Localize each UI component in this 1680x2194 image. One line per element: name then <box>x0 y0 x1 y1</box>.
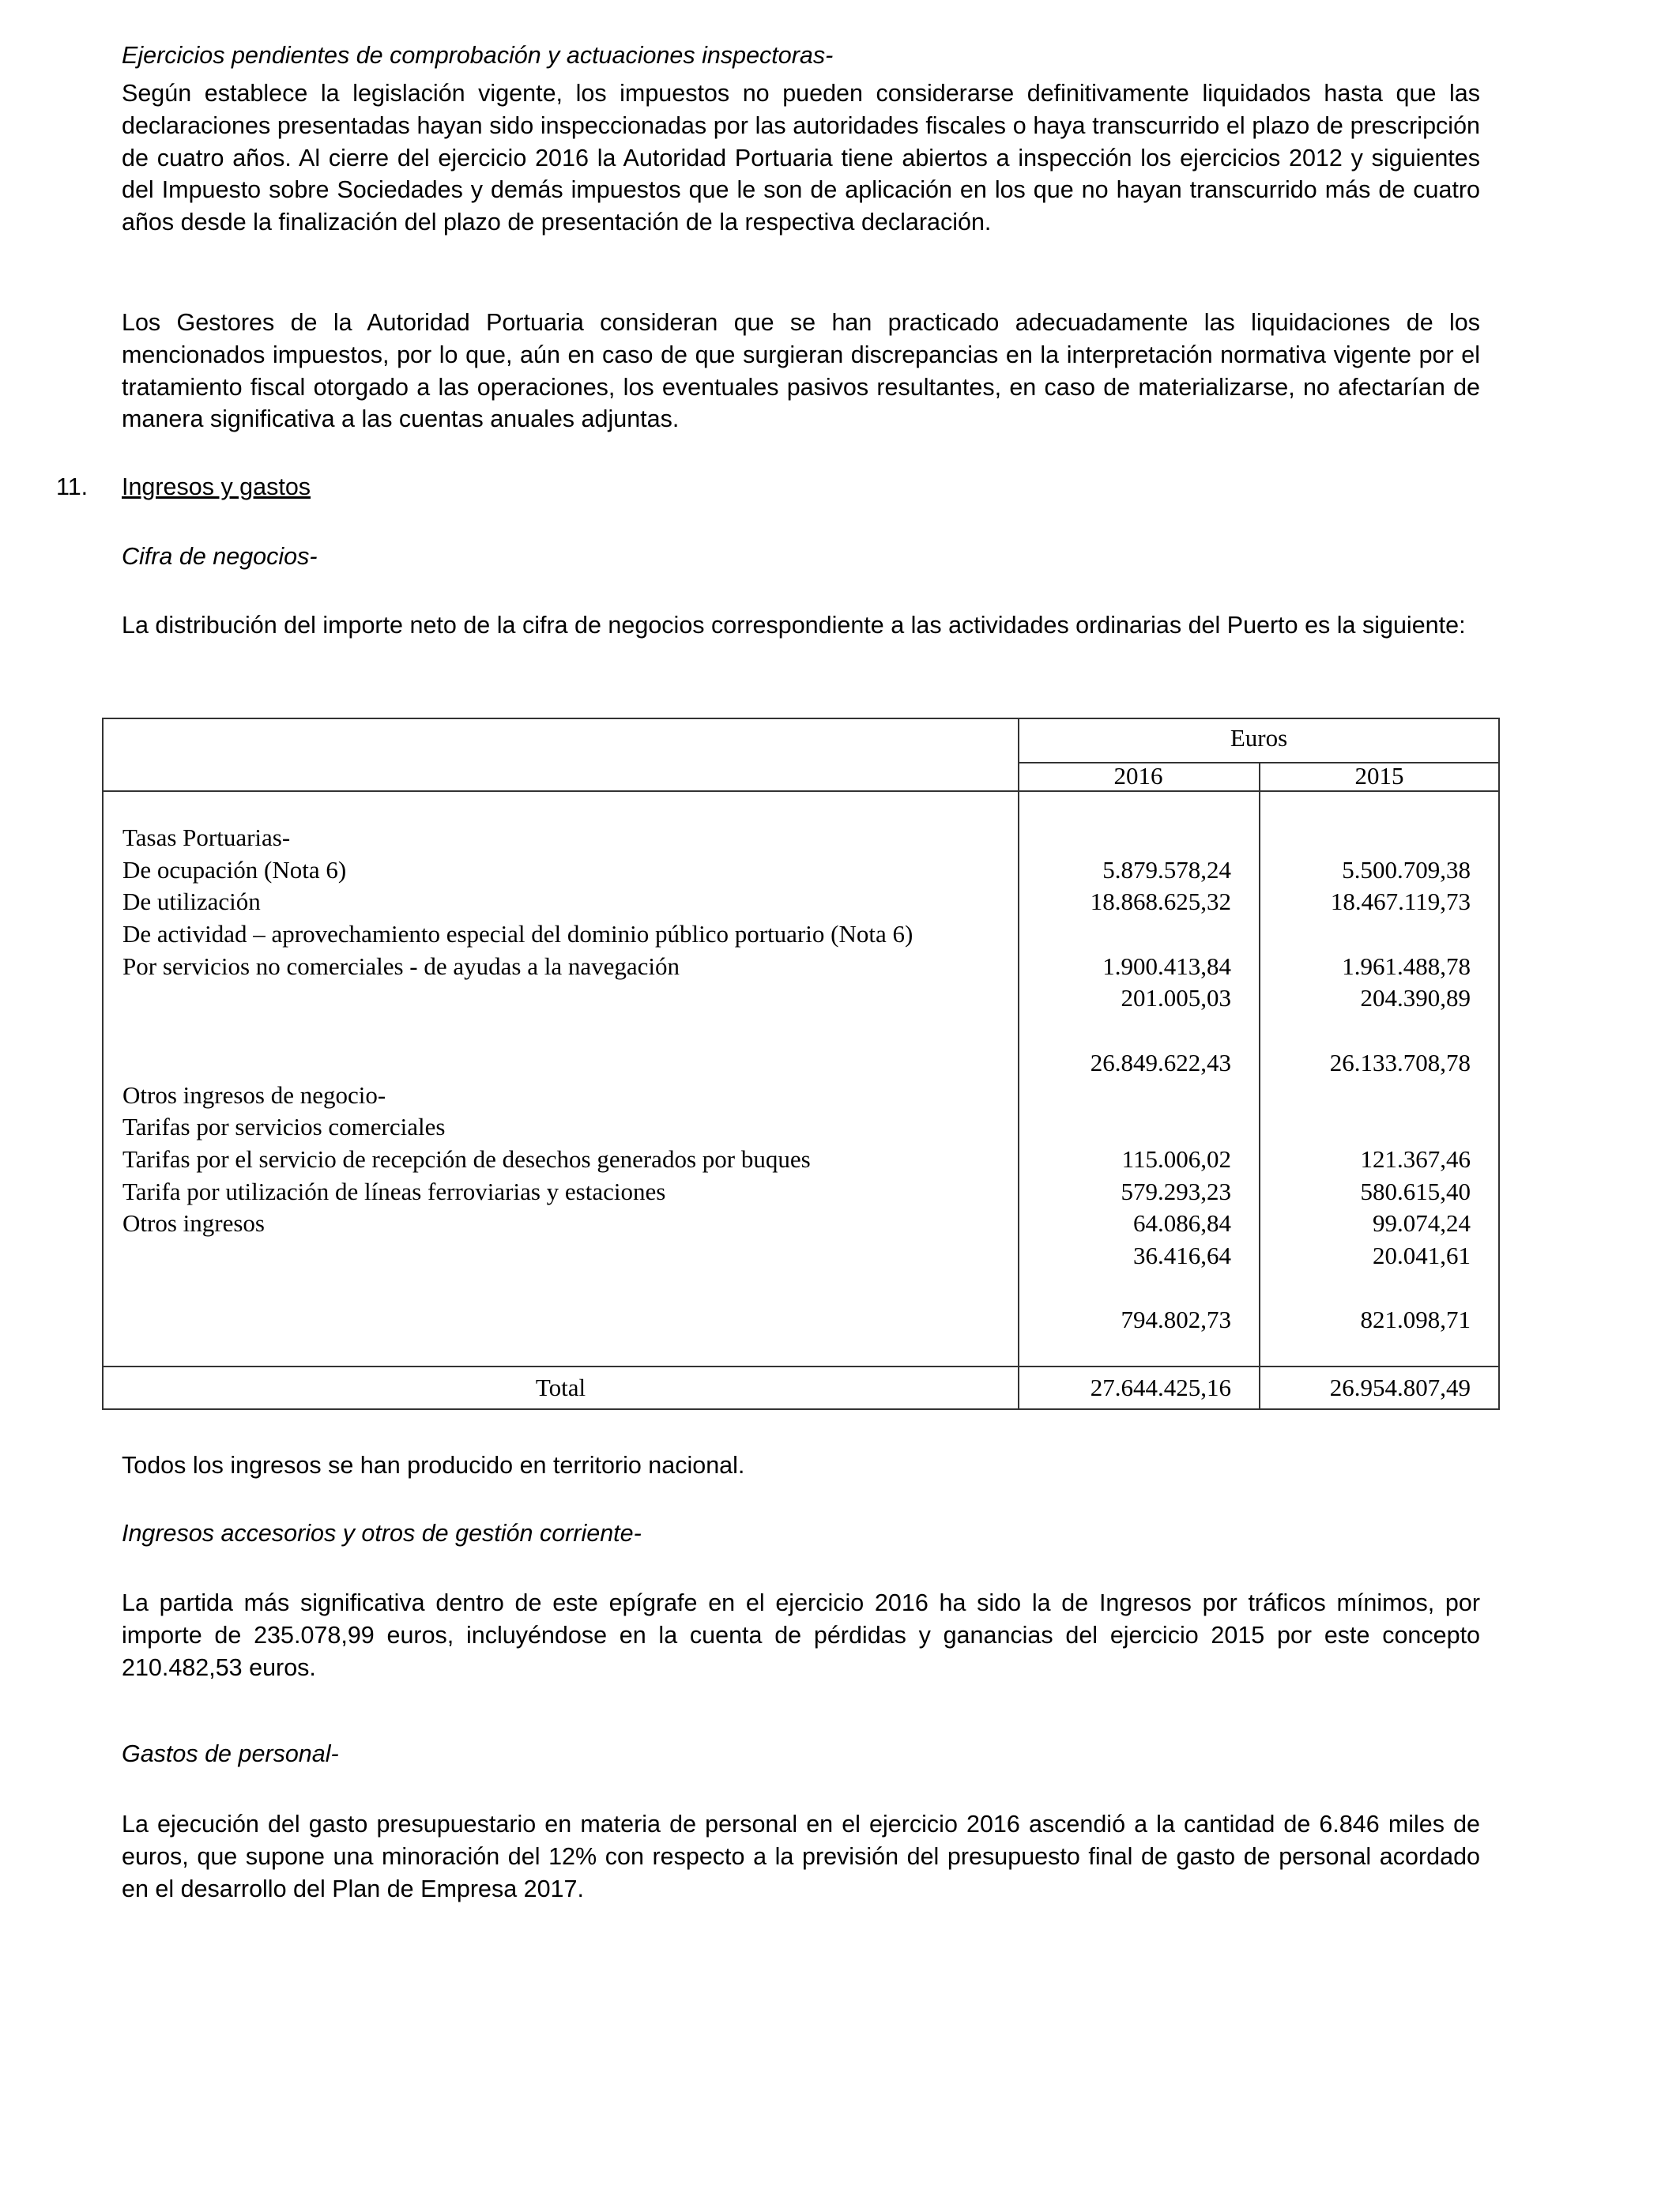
subtotal-value: 26.849.622,43 <box>1090 1048 1231 1076</box>
group-title: Otros ingresos de negocio- <box>122 1080 386 1109</box>
pending-paragraph-1: Según establece la legislación vigente, los impuestos no pueden considerarse definitivamente liquidados hasta que las declaraciones presentadas hayan sido inspeccionadas por las autoridades fiscales o haya transcurrido el plazo de prescripción de cuatro años. Al cierre del ejercicio 2016 la Autoridad Portuaria tiene abiertos a inspección los ejercicios 2012 y siguientes del Impuesto sobre Sociedades y demás impuestos que le son de aplicación en los que no hayan transcurrido más de cuatro años desde la finalización del plazo de presentación de la respectiva declaración. <box>122 80 1480 236</box>
group-title: Tasas Portuarias- <box>122 824 291 851</box>
values-2016 <box>1018 822 1231 1336</box>
subtotal-value: 794.802,73 <box>1121 1306 1231 1334</box>
accesorios-paragraph: La partida más significativa dentro de este epígrafe en el ejercicio 2016 ha sido la de Ingresos por tráficos mínimos, por importe de 235.078,99 euros, incluyéndose en la cuenta de pérdidas y ganancias del ejercicio 2015 por este concepto 210.482,53 euros. <box>122 1589 1480 1681</box>
total-2015: 26.954.807,49 <box>1329 1374 1471 1401</box>
currency-header: Euros <box>1230 724 1288 752</box>
row-label: Tarifa por utilización de líneas ferroviarias y estaciones <box>122 1177 666 1205</box>
cell-value: 5.500.709,38 <box>1342 855 1471 884</box>
cell-value: 580.615,40 <box>1360 1177 1471 1205</box>
personal-paragraph: La ejecución del gasto presupuestario en materia de personal en el ejercicio 2016 ascendió a la cantidad de 6.846 miles de euros, que supone una minoración del 12% con respecto a la previsión del presupuesto final de gasto de personal acordado en el desarrollo del Plan de Empresa 2017. <box>122 1811 1480 1902</box>
total-label: Total <box>535 1374 586 1401</box>
row-label: De utilización <box>122 888 261 916</box>
row-labels <box>122 822 1008 1240</box>
section-number: 11. <box>56 473 89 500</box>
cell-value: 201.005,03 <box>1121 984 1231 1012</box>
revenue-table <box>102 718 1500 1410</box>
cell-value: 5.879.578,24 <box>1102 855 1231 884</box>
cell-value: 99.074,24 <box>1373 1209 1471 1238</box>
row-label: Por servicios no comerciales - de ayudas a la navegación <box>122 952 680 980</box>
subtotal-value: 821.098,71 <box>1360 1306 1471 1334</box>
total-2016: 27.644.425,16 <box>1090 1374 1231 1401</box>
cell-value: 36.416,64 <box>1133 1242 1231 1270</box>
cell-value: 20.041,61 <box>1373 1242 1471 1270</box>
cell-value: 579.293,23 <box>1121 1177 1231 1205</box>
accesorios-heading: Ingresos accesorios y otros de gestión corriente- <box>122 1520 642 1547</box>
national-territory-note: Todos los ingresos se han producido en territorio nacional. <box>122 1452 745 1479</box>
row-label: De actividad – aprovechamiento especial del dominio público portuario (Nota 6) <box>122 920 913 948</box>
section-title: Ingresos y gastos <box>122 473 311 500</box>
year-2015-header: 2015 <box>1354 762 1404 790</box>
cell-value: 18.868.625,32 <box>1090 888 1231 916</box>
cell-value: 64.086,84 <box>1133 1209 1231 1238</box>
year-2016-header: 2016 <box>1113 762 1163 790</box>
cell-value: 121.367,46 <box>1360 1144 1471 1173</box>
cell-value: 1.900.413,84 <box>1102 952 1231 980</box>
personal-heading: Gastos de personal- <box>122 1740 339 1767</box>
subtotal-value: 26.133.708,78 <box>1329 1048 1471 1076</box>
row-label: Tarifas por el servicio de recepción de desechos generados por buques <box>122 1144 811 1173</box>
pending-inspections-heading: Ejercicios pendientes de comprobación y actuaciones inspectoras- <box>122 42 834 69</box>
values-2015 <box>1259 822 1471 1336</box>
cell-value: 115.006,02 <box>1121 1144 1231 1173</box>
row-label: Otros ingresos <box>122 1209 265 1238</box>
cell-value: 18.467.119,73 <box>1330 888 1471 916</box>
cell-value: 1.961.488,78 <box>1342 952 1471 980</box>
cifra-heading: Cifra de negocios- <box>122 543 318 570</box>
row-label: Tarifas por servicios comerciales <box>122 1113 446 1141</box>
cell-value: 204.390,89 <box>1360 984 1471 1012</box>
pending-paragraph-2: Los Gestores de la Autoridad Portuaria consideran que se han practicado adecuadamente las liquidaciones de los mencionados impuestos, por lo que, aún en caso de que surgieran discrepancias en la interpretación normativa vigente por el tratamiento fiscal otorgado a las operaciones, los eventuales pasivos resultantes, en caso de materializarse, no afectarían de manera significativa a las cuentas anuales adjuntas. <box>122 309 1480 433</box>
row-label: De ocupación (Nota 6) <box>122 855 347 884</box>
cifra-intro: La distribución del importe neto de la cifra de negocios correspondiente a las actividades ordinarias del Puerto es la siguiente: <box>122 612 1466 639</box>
